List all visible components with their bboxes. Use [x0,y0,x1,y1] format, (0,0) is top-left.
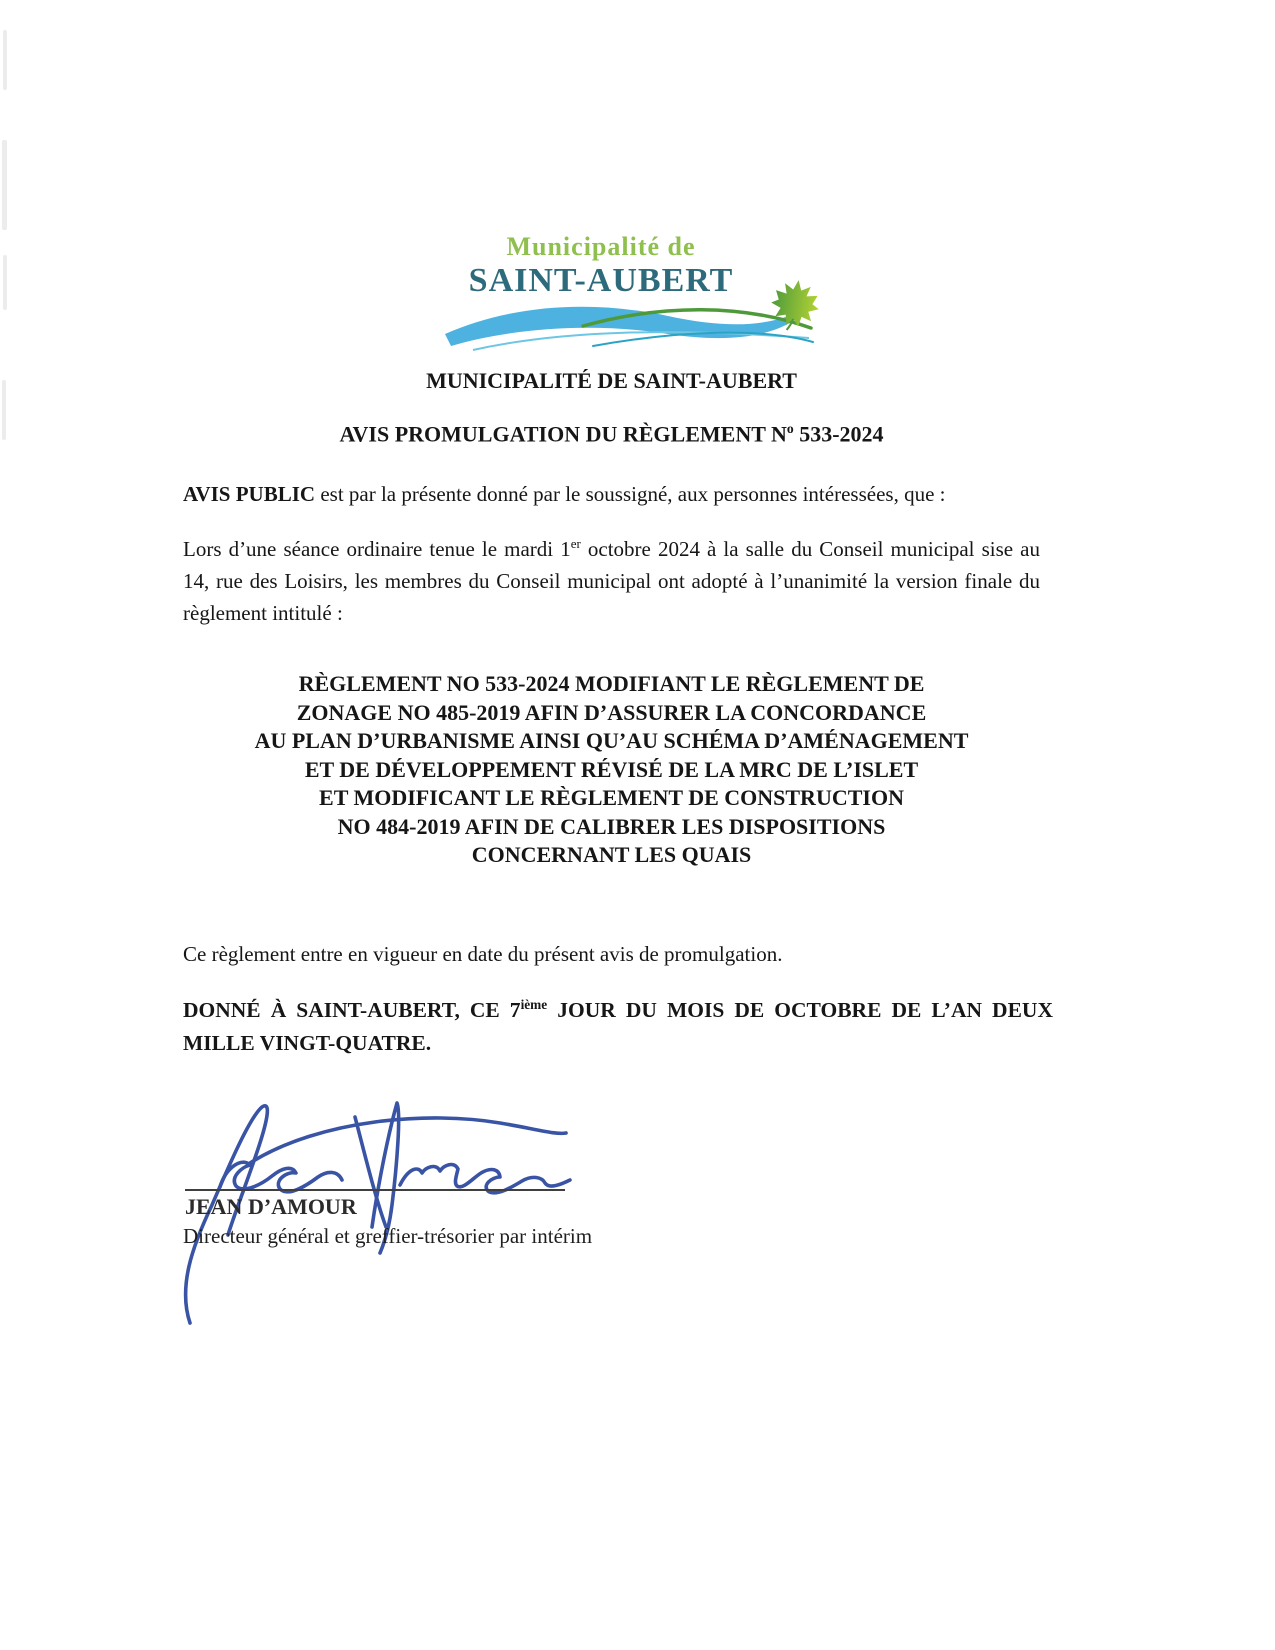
reglement-line: ET MODIFICANT LE RÈGLEMENT DE CONSTRUCTION [319,785,904,810]
logo-waves-graphic [443,292,815,364]
main-heading: MUNICIPALITÉ DE SAINT-AUBERT [426,368,797,393]
notice-heading-text: AVIS PROMULGATION DU RÈGLEMENT N [339,421,787,447]
municipality-logo [455,232,747,300]
donne-text-end: JOUR DU MOIS DE OCTOBRE DE L’AN DEUX MILLE VINGT-QUATRE. [183,998,1053,1056]
notice-heading-number: 533-2024 [793,421,884,447]
scan-artifact [2,380,6,440]
signatory-name: JEAN D’AMOUR [185,1194,357,1219]
seance-text-start: Lors d’une séance ordinaire tenue le mardi 1 [183,537,571,561]
reglement-line: CONCERNANT LES QUAIS [471,842,752,867]
reglement-line: ET DE DÉVELOPPEMENT RÉVISÉ DE LA MRC DE L’ISLET [304,756,919,782]
reglement-line: RÈGLEMENT NO 533-2024 MODIFIANT LE RÈGLEMENT DE [298,671,925,696]
maple-leaf-icon [768,277,825,335]
avis-public-text: est par la présente donné par le soussigné, aux personnes intéressées, que : [315,482,946,506]
donne-text-start: DONNÉ À SAINT-AUBERT, CE 7 [183,998,521,1023]
reglement-line: AU PLAN D’URBANISME AINSI QU’AU SCHÉMA D’AMÉNAGEMENT [254,728,969,753]
logo-small-text: Municipalité de [506,232,696,261]
paragraph-donne [183,988,1053,1060]
ieme-superscript: ième [520,997,548,1012]
paragraph-avis-public [183,478,1083,510]
reglement-line: NO 484-2019 AFIN DE CALIBRER LES DISPOSITIONS [337,813,886,839]
signature-line [185,1189,565,1191]
paragraph-vigueur: Ce règlement entre en vigueur en date du présent avis de promulgation. [183,942,783,966]
premier-superscript: er [570,536,581,551]
notice-heading [183,421,1040,447]
scan-artifact [2,140,7,230]
avis-public-label: AVIS PUBLIC [183,482,316,506]
paragraph-seance [183,528,1040,629]
scan-artifact [3,255,7,310]
signatory-title: Directeur général et greffier-trésorier par intérim [183,1224,593,1248]
logo-name-text: SAINT-AUBERT [468,262,734,299]
reglement-line: ZONAGE NO 485-2019 AFIN D’ASSURER LA CONCORDANCE [296,699,927,725]
scan-artifact [3,30,7,90]
seance-text-end: octobre 2024 à la salle du Conseil municipal sise au 14, rue des Loisirs, les membres du Conseil municipal ont adopté à l’unanimité la version finale du règlement intitulé : [183,537,1040,625]
reglement-title-block [183,670,1040,870]
numero-superscript: o [786,421,794,436]
